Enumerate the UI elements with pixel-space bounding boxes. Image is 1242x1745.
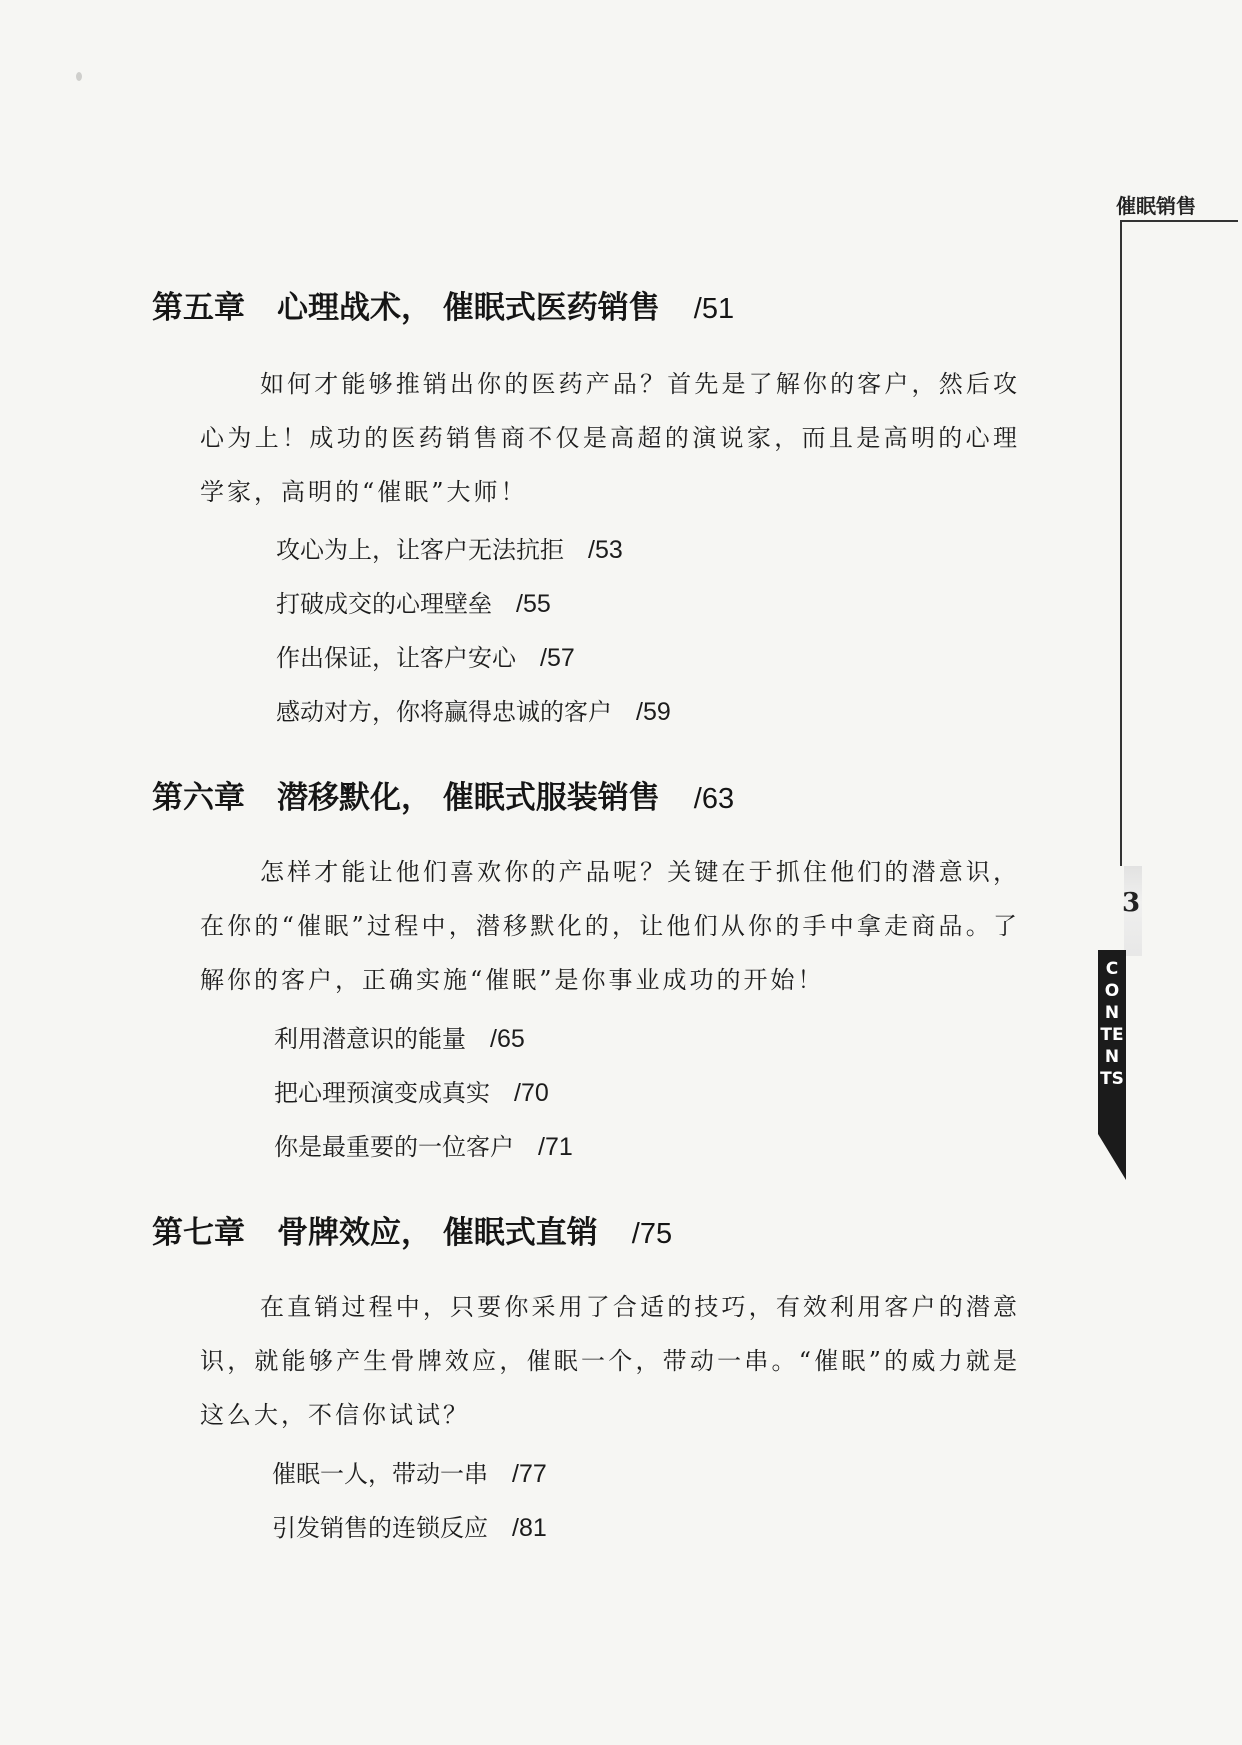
chapter-title: 骨牌效应， 催眠式直销 bbox=[277, 1215, 598, 1251]
section-entry bbox=[274, 1073, 549, 1108]
section-title: 打破成交的心理壁垒 bbox=[276, 590, 492, 618]
chapter-page: /63 bbox=[693, 783, 735, 815]
chapter-number: 第六章 bbox=[152, 780, 245, 816]
section-title: 你是最重要的一位客户 bbox=[274, 1133, 514, 1161]
section-page: /70 bbox=[514, 1079, 549, 1107]
chapter-heading bbox=[152, 772, 734, 817]
section-entry bbox=[272, 1508, 547, 1543]
section-title: 把心理预演变成真实 bbox=[274, 1079, 490, 1107]
edge-rule-top bbox=[1120, 220, 1238, 222]
section-title: 攻心为上，让客户无法抗拒 bbox=[276, 536, 564, 564]
edge-rule-vertical bbox=[1120, 220, 1122, 866]
section-page: /77 bbox=[512, 1460, 547, 1488]
section-page: /57 bbox=[540, 644, 575, 672]
page-number: 3 bbox=[1122, 888, 1141, 918]
chapter-heading bbox=[152, 282, 734, 327]
section-page: /71 bbox=[538, 1133, 573, 1161]
section-title: 引发销售的连锁反应 bbox=[272, 1514, 488, 1542]
section-entry bbox=[274, 1127, 573, 1162]
section-entry bbox=[276, 584, 551, 619]
section-page: /59 bbox=[636, 698, 671, 726]
section-title: 感动对方，你将赢得忠诚的客户 bbox=[276, 698, 612, 726]
section-page: /81 bbox=[512, 1514, 547, 1542]
section-title: 作出保证，让客户安心 bbox=[276, 644, 516, 672]
chapter-title: 潜移默化， 催眠式服装销售 bbox=[277, 780, 660, 816]
section-entry bbox=[276, 530, 623, 565]
section-title: 利用潜意识的能量 bbox=[274, 1025, 466, 1053]
section-page: /53 bbox=[588, 536, 623, 564]
chapter-intro: 在直销过程中，只要你采用了合适的技巧，有效利用客户的潜意识，就能够产生骨牌效应，催眠一个，带动一串。“催眠”的威力就是这么大，不信你试试？ bbox=[200, 1293, 1020, 1429]
chapter-page: /51 bbox=[693, 293, 735, 325]
chapter-page: /75 bbox=[631, 1218, 673, 1250]
section-entry bbox=[276, 638, 575, 673]
section-entry bbox=[276, 692, 671, 727]
section-entry bbox=[272, 1454, 547, 1489]
paper-speck bbox=[76, 72, 82, 81]
chapter-number: 第五章 bbox=[152, 290, 245, 326]
chapter-heading bbox=[152, 1207, 672, 1252]
running-head: 催眠销售 bbox=[1116, 194, 1196, 218]
chapter-title: 心理战术， 催眠式医药销售 bbox=[277, 290, 660, 326]
section-page: /55 bbox=[516, 590, 551, 618]
section-entry bbox=[274, 1019, 525, 1054]
contents-label: CONTENTS bbox=[1100, 959, 1124, 1089]
section-page: /65 bbox=[490, 1025, 525, 1053]
chapter-number: 第七章 bbox=[152, 1215, 245, 1251]
chapter-intro: 如何才能够推销出你的医药产品？首先是了解你的客户，然后攻心为上！成功的医药销售商不仅是高超的演说家，而且是高明的心理学家，高明的“催眠”大师！ bbox=[200, 370, 1020, 506]
section-title: 催眠一人，带动一串 bbox=[272, 1460, 488, 1488]
chapter-intro: 怎样才能让他们喜欢你的产品呢？关键在于抓住他们的潜意识，在你的“催眠”过程中，潜移默化的，让他们从你的手中拿走商品。了解你的客户，正确实施“催眠”是你事业成功的开始！ bbox=[200, 858, 1020, 994]
